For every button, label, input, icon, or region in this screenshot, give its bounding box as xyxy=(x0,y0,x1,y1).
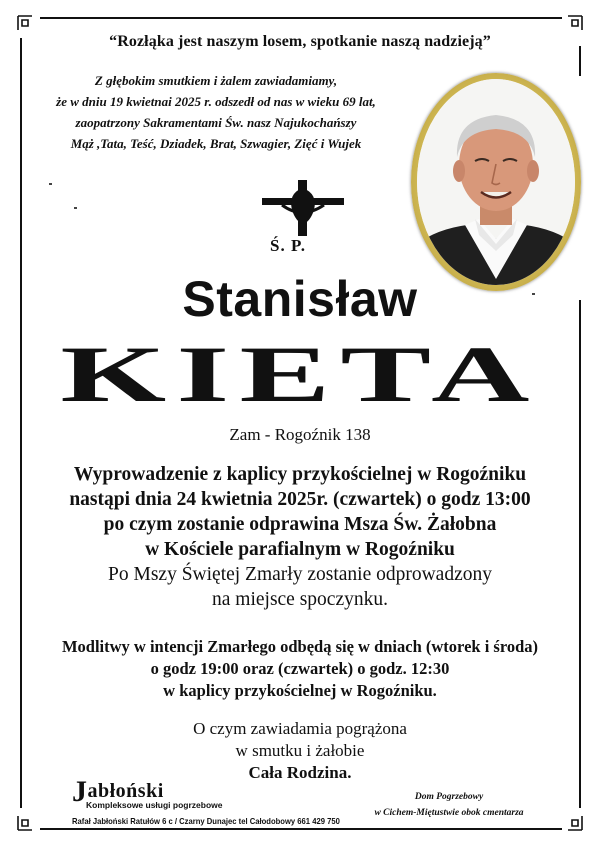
announcement-line: że w dniu 19 kwietnai 2025 r. odszedł od nas w wieku 69 lat, xyxy=(56,94,376,109)
prayers-line: o godz 19:00 oraz (czwartek) o godz. 12:30 xyxy=(150,659,450,678)
announcement-line: Mąż ,Tata, Teść, Dziadek, Brat, Szwagier, Zięć i Wujek xyxy=(70,136,362,151)
closing-line: O czym zawiadamia pogrążona xyxy=(193,719,407,738)
funeral-line: po czym zostanie odprawina Msza Św. Żałobna xyxy=(103,514,497,535)
announcement-text xyxy=(40,70,392,154)
speck-mark xyxy=(532,293,535,295)
portrait-frame xyxy=(411,73,581,291)
announcement-line: zaopatrzony Sakramentami Św. nasz Najukochańszy xyxy=(75,115,357,130)
residence-address: Zam - Rogoźnik 138 xyxy=(229,425,371,444)
speck-mark xyxy=(49,183,52,185)
sp-symbol: Ś. P. xyxy=(270,236,307,255)
announcement-line: Z głębokim smutkiem i żalem zawiadamiamy, xyxy=(94,73,338,88)
motto-quote: “Rozłąka jest naszym losem, spotkanie naszą nadzieją” xyxy=(109,33,491,50)
frame-bottom xyxy=(40,828,562,830)
logo-rest: abłoński xyxy=(87,780,164,802)
first-name: Stanisław xyxy=(182,271,418,327)
prayers-line: Modlitwy w intencji Zmarłego odbędą się w dniach (wtorek i środa) xyxy=(61,637,539,656)
frame-top xyxy=(40,17,562,19)
corner-ornament-top-right xyxy=(564,14,584,34)
logo-initial: J xyxy=(72,775,88,808)
closing-line: w smutku i żałobie xyxy=(235,741,365,760)
funeral-home-line: w Cichem-Miętustwie obok cmentarza xyxy=(374,808,524,818)
funeral-home-line: Dom Pogrzebowy xyxy=(414,792,484,802)
logo-subtitle: Kompleksowe usługi pogrzebowe xyxy=(86,800,223,810)
portrait-photo xyxy=(417,79,575,285)
funeral-line: nastąpi dnia 24 kwietnia 2025r. (czwartek) o godz 13:00 xyxy=(69,489,531,510)
family-signature: Cała Rodzina. xyxy=(248,763,352,782)
surname: KIETA xyxy=(60,331,540,419)
prayers-info xyxy=(0,636,600,702)
cross-icon xyxy=(262,180,344,236)
funeral-home-note xyxy=(364,789,534,821)
corner-ornament-bottom-left xyxy=(16,812,36,832)
closing-text xyxy=(0,718,600,784)
logo-address: Rafał Jabłoński Ratułów 6 c / Czarny Dunajec tel Całodobowy 661 429 750 xyxy=(72,816,340,826)
prayers-line: w kaplicy przykościelnej w Rogoźniku. xyxy=(163,681,437,700)
funeral-line: Po Mszy Świętej Zmarły zostanie odprowadzony xyxy=(108,564,492,585)
funeral-line: w Kościele parafialnym w Rogoźniku xyxy=(145,539,455,560)
funeral-line: na miejsce spoczynku. xyxy=(212,589,388,610)
corner-ornament-bottom-right xyxy=(564,812,584,832)
speck-mark xyxy=(74,207,77,209)
funeral-info xyxy=(0,462,600,612)
corner-ornament-top-left xyxy=(16,14,36,34)
funeral-line: Wyprowadzenie z kaplicy przykościelnej w Rogoźniku xyxy=(73,464,527,485)
funeral-service-logo xyxy=(72,775,342,826)
